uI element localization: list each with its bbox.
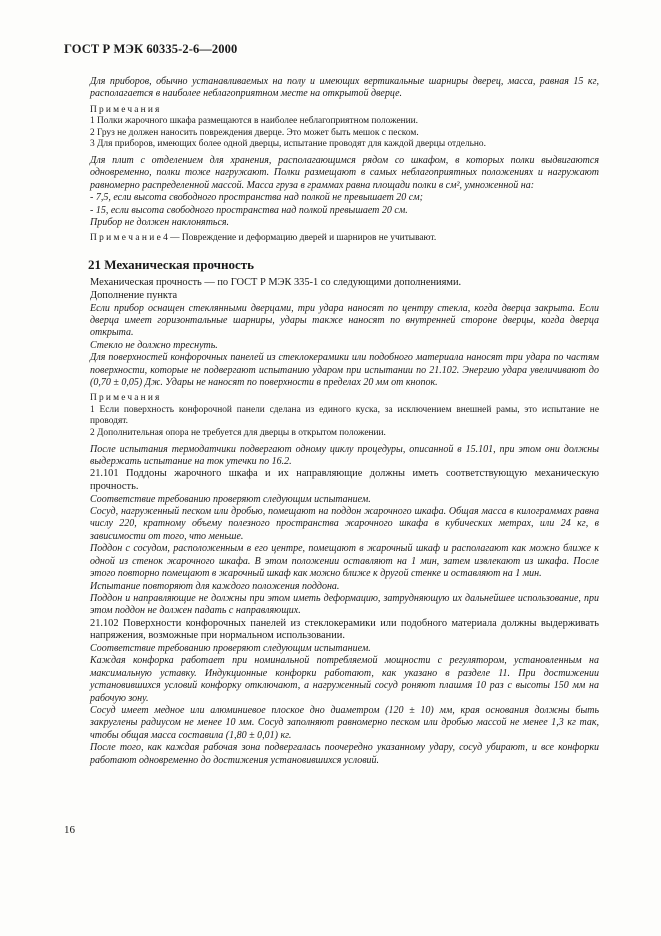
note-item: 1 Полки жарочного шкафа размещаются в наиболее неблагоприятном положении.: [90, 116, 419, 127]
notes-heading: Примечания: [90, 104, 162, 115]
notes-heading: Примечания: [90, 393, 162, 404]
paragraph: Механическая прочность — по ГОСТ Р МЭК 335-1 со следующими дополнениями.: [90, 277, 462, 289]
paragraph: Для приборов, обычно устанавливаемых на полу и имеющих вертикальные шарниры дверец, масса, равная 15 кг, располагается в наиболее неблагоприятном месте на открытой дверце.: [90, 76, 599, 100]
paragraph: Поддон и направляющие не должны при этом иметь деформацию, затрудняющую их дальнейшее использование, при этом поддон не должен падать с направляющих.: [90, 592, 599, 617]
document-content: [90, 76, 599, 767]
paragraph: Сосуд, нагруженный песком или дробью, помещают на поддон жарочного шкафа. Общая масса в килограммах равна числу 220, кратному объему полезного пространства жарочного шкафа в кубических метрах, или 24 кг, в зависимости от того, что меньше.: [90, 506, 599, 542]
paragraph: Прибор не должен наклоняться.: [90, 217, 230, 229]
paragraph: Соответствие требованию проверяют следующим испытанием.: [90, 642, 371, 654]
paragraph: Испытание повторяют для каждого положения поддона.: [90, 580, 340, 592]
paragraph: Соответствие требованию проверяют следующим испытанием.: [90, 493, 371, 505]
paragraph: - 7,5, если высота свободного пространства над полкой не превышает 20 см;: [90, 192, 423, 204]
paragraph: Если прибор оснащен стеклянными дверцами, три удара наносят по центру стекла, когда дверца закрыта. Если дверца имеет горизонтальные шарниры, удары также наносят по внутренней стороне дверцы, когда дверца открыта.: [90, 302, 599, 339]
paragraph: - 15, если высота свободного пространства над полкой превышает 20 см.: [90, 204, 408, 216]
note-item: 2 Дополнительная опора не требуется для дверцы в открытом положении.: [90, 428, 386, 439]
paragraph: После испытания термодатчики подвергают одному циклу процедуры, описанной в 15.101, при этом они должны выдержать испытание на ток утечки по 16.2.: [90, 443, 599, 468]
note-item: 3 Для приборов, имеющих более одной дверцы, испытание проводят для каждой дверцы отдельно.: [90, 139, 486, 150]
paragraph: Стекло не должно треснуть.: [90, 339, 218, 351]
paragraph: 21.101 Поддоны жарочного шкафа и их направляющие должны иметь соответствующую механическую прочность.: [90, 468, 599, 493]
paragraph: Для плит с отделением для хранения, располагающимся рядом со шкафом, в которых полки выдвигаются одновременно, полки тоже нагружают. Полки размещают в самых неблагоприятных положениях и нагружают равномерно распределенной массой. Масса груза в граммах равна площади полки в см², умноженной на:: [90, 155, 599, 191]
paragraph: Поддон с сосудом, расположенным в его центре, помещают в жарочный шкаф и располагают как можно ближе к одной из стенок жарочного шкафа. В этом положении оставляют на 1 мин, затем извлекают из шкафа. После этого повторно помещают в жарочный шкаф как можно ближе к другой стенке и оставляют на 1 мин.: [90, 543, 599, 580]
paragraph: 21.102 Поверхности конфорочных панелей из стеклокерамики или подобного материала должны выдерживать напряжения, возможные при нормальном использовании.: [90, 617, 599, 642]
paragraph: После того, как каждая рабочая зона подвергалась поочередно указанному удару, сосуд убирают, и все конфорки работают одновременно до достижения установившихся условий.: [90, 742, 599, 766]
paragraph: Каждая конфорка работает при номинальной потребляемой мощности с регулятором, установленным на максимальную уставку. Индукционные конфорки работают, как указано в разделе 11. При достижении установившихся условий конфорку отключают, а нагруженный сосуд роняют плашмя 10 раз с высоты 150 мм на рабочую зону.: [90, 655, 599, 704]
section-title: 21 Механическая прочность: [88, 257, 255, 273]
page-number: 16: [64, 824, 75, 836]
document-header: ГОСТ Р МЭК 60335-2-6—2000: [64, 42, 238, 56]
note-item: 2 Груз не должен наносить повреждения дверце. Это может быть мешок с песком.: [90, 127, 419, 138]
note-item: П р и м е ч а н и е 4 — Повреждение и деформацию дверей и шарниров не учитывают.: [90, 233, 437, 244]
note-item: 1 Если поверхность конфорочной панели сделана из единого куска, за исключением внешней рамы, это испытание не проводят.: [90, 404, 599, 427]
paragraph: Для поверхностей конфорочных панелей из стеклокерамики или подобного материала наносят три удара по частям поверхности, которые не подвергают испытанию ударом при испытании по 21.102. Энергию удара увеличивают до (0,70 ± 0,05) Дж. Удары не наносят по поверхности в пределах 20 мм от кнопок.: [90, 352, 599, 389]
paragraph: Сосуд имеет медное или алюминиевое плоское дно диаметром (120 ± 10) мм, края основания должны быть закруглены радиусом не менее 10 мм. Сосуд заполняют равномерно песком или дробью массой не менее 1,3 кг так, чтобы общая масса составила (1,80 ± 0,01) кг.: [90, 704, 599, 741]
paragraph: Дополнение пункта: [90, 290, 178, 302]
